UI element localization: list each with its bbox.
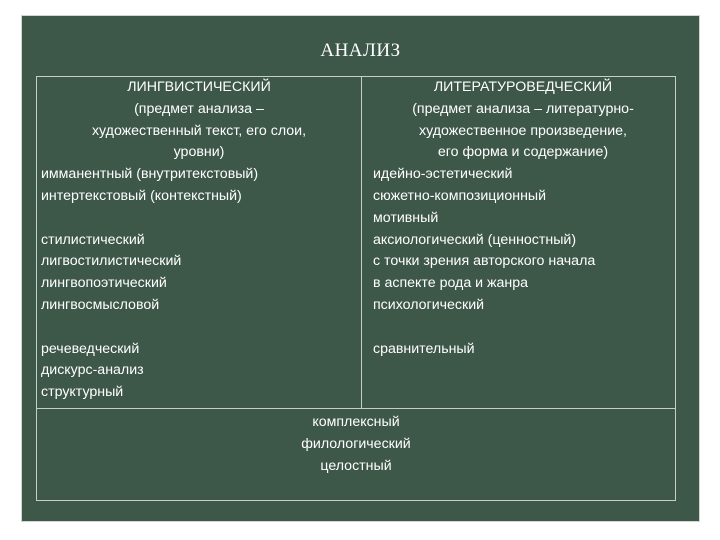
literary-type: мотивный <box>373 209 439 226</box>
combined-analysis-row <box>37 412 675 477</box>
linguistic-type: лингвопоэтический <box>41 275 167 292</box>
linguistic-subject-line: (предмет анализа – <box>134 100 264 117</box>
linguistic-type: имманентный (внутритекстовый) <box>41 166 259 183</box>
linguistic-subject-line: художественный текст, его слои, <box>91 122 307 139</box>
linguistic-type: структурный <box>41 384 124 401</box>
literary-type: психологический <box>373 296 485 313</box>
literary-type: сюжетно-композиционный <box>373 187 547 204</box>
literary-type: с точки зрения авторского начала <box>373 253 596 270</box>
literary-type: в аспекте рода и жанра <box>373 275 529 292</box>
literary-subject-line: (предмет анализа – литературно- <box>412 100 634 117</box>
slide-title: АНАЛИЗ <box>320 40 401 61</box>
literary-column <box>373 77 673 360</box>
linguistic-column <box>41 77 357 404</box>
linguistic-subject-line: уровни) <box>173 144 225 161</box>
spacer <box>41 208 357 230</box>
analysis-table <box>36 76 676 501</box>
linguistic-type: дискурс-анализ <box>41 362 144 379</box>
literary-type: сравнительный <box>373 340 475 357</box>
literary-subject-line: его форма и содержание) <box>437 144 609 161</box>
row-divider <box>37 408 675 409</box>
column-divider <box>361 77 362 408</box>
slide <box>22 16 699 521</box>
linguistic-type: лингвосмысловой <box>41 296 160 313</box>
spacer <box>41 317 357 339</box>
linguistic-heading: ЛИНГВИСТИЧЕСКИЙ <box>127 79 271 95</box>
spacer <box>373 317 673 339</box>
combined-type: целостный <box>320 457 392 474</box>
combined-type: комплексный <box>312 414 400 430</box>
literary-heading: ЛИТЕРАТУРОВЕДЧЕСКИЙ <box>433 79 613 95</box>
literary-type: аксиологический (ценностный) <box>373 231 577 248</box>
literary-subject-line: художественное произведение, <box>419 122 627 139</box>
linguistic-type: стилистический <box>41 231 145 248</box>
combined-type: филологический <box>301 435 411 452</box>
linguistic-type: интертекстовый (контекстный) <box>41 187 242 204</box>
literary-type: идейно-эстетический <box>373 166 513 183</box>
linguistic-type: лигвостилистический <box>41 253 182 270</box>
linguistic-type: речеведческий <box>41 340 140 357</box>
